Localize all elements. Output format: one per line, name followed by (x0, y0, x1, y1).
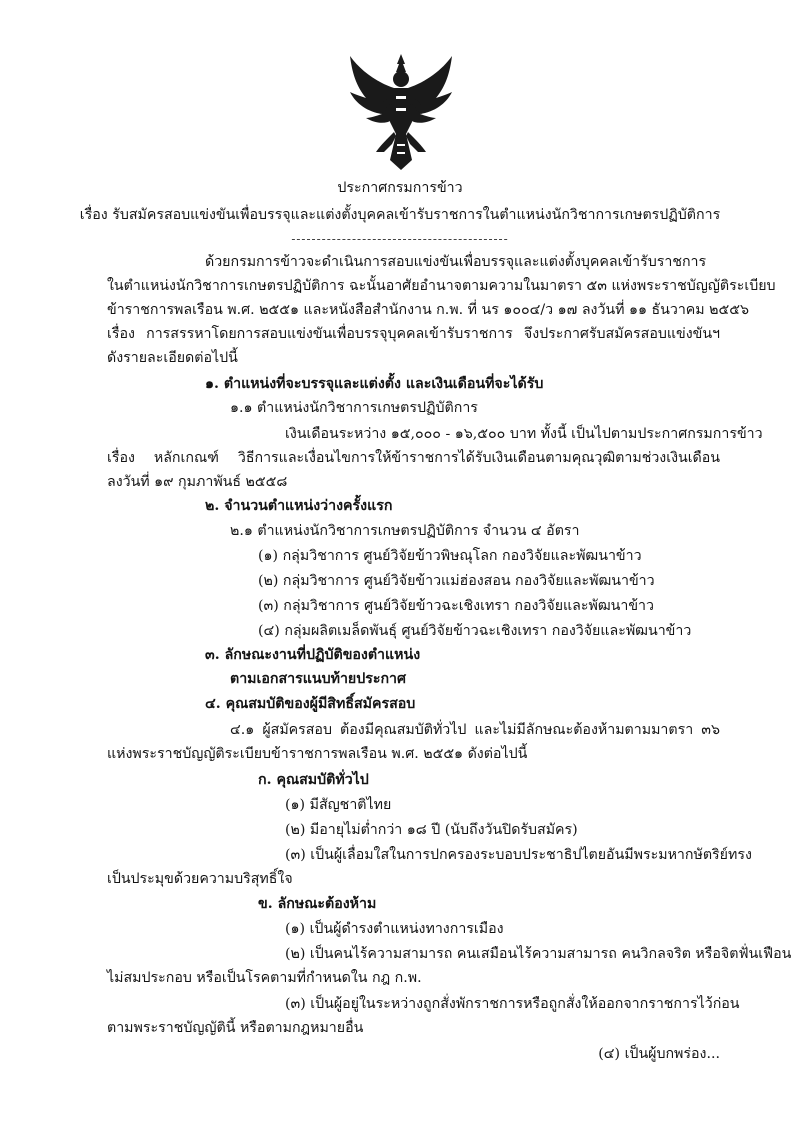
intro-line-2: ในตำแหน่งนักวิชาการเกษตรปฏิบัติการ ฉะนั้นอาศัยอำนาจตามความในมาตรา ๕๓ แห่งพระราชบัญญัติระเบียบ (107, 278, 776, 294)
prohibitions-heading: ข. ลักษณะต้องห้าม (258, 896, 377, 912)
section-4-heading: ๔. คุณสมบัติของผู้มีสิทธิ์สมัครสอบ (205, 696, 416, 712)
section-2-item: (๔) กลุ่มผลิตเมล็ดพันธุ์ ศูนย์วิจัยข้าวฉะเชิงเทรา กองวิจัยและพัฒนาข้าว (258, 623, 692, 639)
section-3-detail: ตามเอกสารแนบท้ายประกาศ (230, 671, 407, 687)
section-1-salary-1: เงินเดือนระหว่าง ๑๕,๐๐๐ - ๑๖,๕๐๐ บาท ทั้งนี้ เป็นไปตามประกาศกรมการข้าว (285, 426, 763, 442)
intro-line-4: เรื่อง การสรรหาโดยการสอบแข่งขันเพื่อบรรจุบุคคลเข้ารับราชการ จึงประกาศรับสมัครสอบแข่งขันฯ (107, 326, 720, 342)
section-1-sub: ๑.๑ ตำแหน่งนักวิชาการเกษตรปฏิบัติการ (230, 400, 478, 416)
intro-line-1: ด้วยกรมการข้าวจะดำเนินการสอบแข่งขันเพื่อบรรจุและแต่งตั้งบุคคลเข้ารับราชการ (205, 254, 707, 270)
page-continuation: (๔) เป็นผู้บกพร่อง... (598, 1046, 720, 1062)
section-2-heading: ๒. จำนวนตำแหน่งว่างครั้งแรก (205, 498, 393, 514)
qualification-item-cont: เป็นประมุขด้วยความบริสุทธิ์ใจ (107, 871, 293, 887)
section-2-item: (๑) กลุ่มวิชาการ ศูนย์วิจัยข้าวพิษณุโลก กองวิจัยและพัฒนาข้าว (258, 548, 642, 564)
header-divider: ------------------------------------------- (291, 232, 509, 246)
prohibition-item: (๓) เป็นผู้อยู่ในระหว่างถูกสั่งพักราชการหรือถูกสั่งให้ออกจากราชการไว้ก่อน (285, 996, 740, 1012)
section-1-heading: ๑. ตำแหน่งที่จะบรรจุและแต่งตั้ง และเงินเดือนที่จะได้รับ (205, 376, 544, 392)
prohibition-item-cont: ตามพระราชบัญญัตินี้ หรือตามกฎหมายอื่น (107, 1020, 364, 1036)
section-2-item: (๓) กลุ่มวิชาการ ศูนย์วิจัยข้าวฉะเชิงเทรา กองวิจัยและพัฒนาข้าว (258, 598, 654, 614)
garuda-emblem-icon (346, 52, 456, 172)
qualification-item: (๑) มีสัญชาติไทย (285, 797, 392, 813)
announcement-title: ประกาศกรมการข้าว (337, 180, 463, 196)
intro-line-5: ดังรายละเอียดต่อไปนี้ (107, 350, 238, 366)
qualifications-heading: ก. คุณสมบัติทั่วไป (258, 772, 369, 788)
section-2-item: (๒) กลุ่มวิชาการ ศูนย์วิจัยข้าวแม่ฮ่องสอน กองวิจัยและพัฒนาข้าว (258, 573, 655, 589)
section-2-sub: ๒.๑ ตำแหน่งนักวิชาการเกษตรปฏิบัติการ จำนวน ๔ อัตรา (230, 523, 580, 539)
section-1-salary-3: ลงวันที่ ๑๙ กุมภาพันธ์ ๒๕๕๘ (107, 474, 288, 490)
section-1-salary-2: เรื่อง หลักเกณฑ์ วิธีการและเงื่อนไขการให้ข้าราชการได้รับเงินเดือนตามคุณวุฒิตามช่วงเงินเดือน (107, 450, 720, 466)
intro-line-3: ข้าราชการพลเรือน พ.ศ. ๒๕๕๑ และหนังสือสำนักงาน ก.พ. ที่ นร ๑๐๐๔/ว ๑๗ ลงวันที่ ๑๑ ธันวาคม ๒๕๕๖ (107, 302, 749, 318)
prohibition-item: (๑) เป็นผู้ดำรงตำแหน่งทางการเมือง (285, 921, 504, 937)
announcement-subject: เรื่อง รับสมัครสอบแข่งขันเพื่อบรรจุและแต่งตั้งบุคคลเข้ารับราชการในตำแหน่งนักวิชาการเกษตรปฏิบัติการ (79, 207, 721, 223)
section-4-p1-line-2: แห่งพระราชบัญญัติระเบียบข้าราชการพลเรือน พ.ศ. ๒๕๕๑ ดังต่อไปนี้ (107, 746, 528, 762)
section-4-p1-line-1: ๔.๑ ผู้สมัครสอบ ต้องมีคุณสมบัติทั่วไป และไม่มีลักษณะต้องห้ามตามมาตรา ๓๖ (230, 722, 720, 738)
prohibition-item: (๒) เป็นคนไร้ความสามารถ คนเสมือนไร้ความสามารถ คนวิกลจริต หรือจิตฟั่นเฟือน (285, 946, 792, 962)
qualification-item: (๒) มีอายุไม่ต่ำกว่า ๑๘ ปี (นับถึงวันปิดรับสมัคร) (285, 822, 578, 838)
qualification-item: (๓) เป็นผู้เลื่อมใสในการปกครองระบอบประชาธิปไตยอันมีพระมหากษัตริย์ทรง (285, 847, 752, 863)
prohibition-item-cont: ไม่สมประกอบ หรือเป็นโรคตามที่กำหนดใน กฎ ก.พ. (107, 970, 422, 986)
section-3-heading: ๓. ลักษณะงานที่ปฏิบัติของตำแหน่ง (205, 647, 421, 663)
